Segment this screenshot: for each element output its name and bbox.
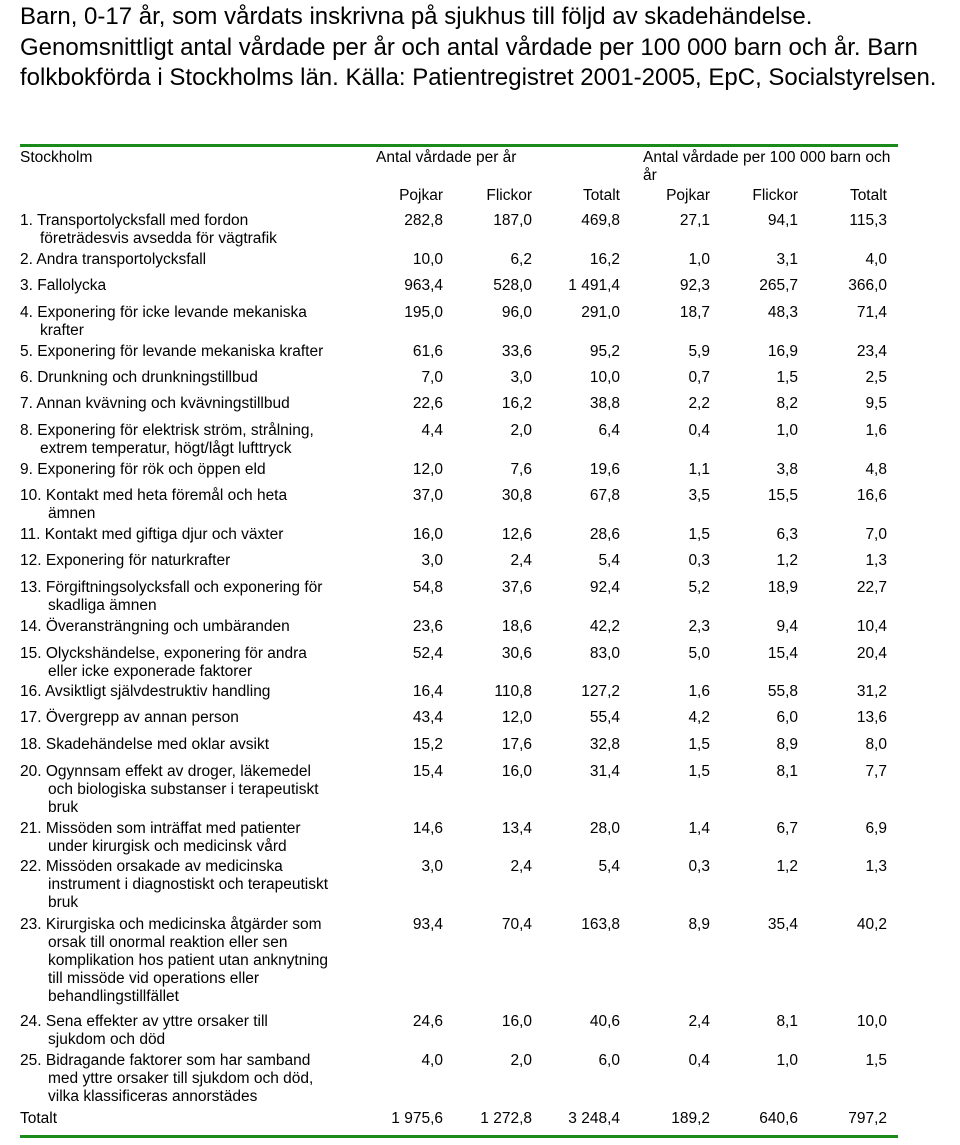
table-cell: 5,0 — [688, 645, 710, 662]
table-cell: 15,4 — [412, 763, 443, 780]
col-header-pojkar: Pojkar — [399, 187, 443, 204]
table-cell: 2,5 — [865, 369, 887, 386]
table-cell: 10,0 — [589, 369, 620, 386]
table-cell: 48,3 — [767, 304, 798, 321]
row-label: 6. Drunkning och drunkningstillbud — [20, 369, 258, 386]
table-cell: 31,4 — [589, 763, 620, 780]
table-cell: 115,3 — [849, 212, 887, 229]
table-cell: 28,6 — [589, 526, 620, 543]
table-cell: 13,6 — [856, 709, 887, 726]
table-cell: 5,2 — [688, 579, 710, 596]
row-label: 15. Olyckshändelse, exponering för andra eller icke exponerade faktorer — [20, 645, 307, 680]
row-label: 3. Fallolycka — [20, 277, 107, 294]
table-cell: 12,0 — [501, 709, 532, 726]
row-label: 11. Kontakt med giftiga djur och växter — [20, 526, 284, 543]
table-cell: 52,4 — [412, 645, 443, 662]
table-cell: 67,8 — [589, 487, 620, 504]
table-cell: 14,6 — [412, 820, 443, 837]
table-cell: 30,6 — [501, 645, 532, 662]
table-cell: 70,4 — [501, 916, 532, 933]
row-label: 21. Missöden som inträffat med patienter under kirurgisk och medicinsk vård — [20, 820, 301, 855]
col-header-pojkar-per-100000: Pojkar — [666, 187, 710, 204]
table-cell: 9,4 — [776, 618, 798, 635]
table-cell: 6,7 — [776, 820, 798, 837]
table-cell: 16,0 — [501, 1013, 532, 1030]
table-cell: 3,0 — [421, 552, 443, 569]
table-cell: 55,8 — [767, 683, 798, 700]
table-cell: 30,8 — [501, 487, 532, 504]
table-cell: 1,6 — [688, 683, 710, 700]
table-cell: 3,8 — [776, 461, 798, 478]
table-cell: 6,4 — [598, 422, 620, 439]
table-cell: 1 975,6 — [391, 1110, 443, 1127]
table-cell: 16,2 — [589, 251, 620, 268]
table-cell: 12,0 — [412, 461, 443, 478]
table-cell: 4,0 — [865, 251, 887, 268]
table-cell: 35,4 — [767, 916, 798, 933]
table-cell: 1,0 — [776, 1052, 798, 1069]
table-cell: 163,8 — [581, 916, 620, 933]
col-header-flickor-per-100000: Flickor — [752, 187, 798, 204]
table-cell: 18,6 — [501, 618, 532, 635]
table-cell: 94,1 — [767, 212, 798, 229]
row-label: 24. Sena effekter av yttre orsaker till sjukdom och död — [20, 1013, 268, 1048]
table-cell: 8,9 — [776, 736, 798, 753]
table-cell: 54,8 — [412, 579, 443, 596]
table-cell: 1,1 — [688, 461, 710, 478]
bottom-rule — [20, 1135, 898, 1138]
table-cell: 92,4 — [589, 579, 620, 596]
table-cell: 8,9 — [688, 916, 710, 933]
col-header-totalt: Totalt — [582, 187, 620, 204]
table-cell: 1 491,4 — [568, 277, 620, 294]
table-cell: 16,4 — [412, 683, 443, 700]
row-label: 22. Missöden orsakade av medicinska instrument i diagnostiskt och terapeutiskt bruk — [20, 858, 328, 911]
table-cell: 8,1 — [776, 763, 798, 780]
table-cell: 282,8 — [404, 212, 443, 229]
table-cell: 93,4 — [412, 916, 443, 933]
table-cell: 127,2 — [581, 683, 620, 700]
table-cell: 8,2 — [776, 395, 798, 412]
table-cell: 13,4 — [501, 820, 532, 837]
row-label: 16. Avsiktligt självdestruktiv handling — [20, 683, 271, 700]
table-cell: 23,4 — [856, 343, 887, 360]
table-cell: 15,2 — [412, 736, 443, 753]
table-cell: 83,0 — [589, 645, 620, 662]
table-cell: 61,6 — [412, 343, 443, 360]
table-cell: 17,6 — [501, 736, 532, 753]
table-cell: 291,0 — [581, 304, 620, 321]
table-cell: 1,6 — [865, 422, 887, 439]
table-cell: 16,9 — [767, 343, 798, 360]
table-cell: 18,7 — [679, 304, 710, 321]
row-label: 18. Skadehändelse med oklar avsikt — [20, 736, 270, 753]
table-cell: 1,5 — [865, 1052, 887, 1069]
document-title: Barn, 0-17 år, som vårdats inskrivna på sjukhus till följd av skadehändelse. Genomsnittligt antal vårdade per år och antal vårdade per 100 000 barn och år. Barn folkbokförda i Stockholms län. Källa: Patientregistret 2001-2005, EpC, Socialstyrelsen. — [20, 3, 937, 91]
table-cell: 1,5 — [688, 736, 710, 753]
table-cell: 9,5 — [865, 395, 887, 412]
table-cell: 2,0 — [510, 422, 532, 439]
row-label: 25. Bidragande faktorer som har samband med yttre orsaker till sjukdom och död, vilka klassificeras annorstädes — [20, 1052, 314, 1105]
row-label: 4. Exponering för icke levande mekaniska krafter — [20, 304, 307, 339]
table-cell: 55,4 — [589, 709, 620, 726]
table-cell: 37,6 — [501, 579, 532, 596]
table-cell: 43,4 — [412, 709, 443, 726]
row-label: 1. Transportolycksfall med fordon företrädesvis avsedda för vägtrafik — [20, 212, 277, 247]
table-cell: 12,6 — [501, 526, 532, 543]
row-label: 10. Kontakt med heta föremål och heta ämnen — [20, 487, 288, 522]
table-cell: 7,0 — [421, 369, 443, 386]
table-cell: 16,6 — [856, 487, 887, 504]
row-label: 20. Ogynnsam effekt av droger, läkemedel och biologiska substanser i terapeutiskt bruk — [20, 763, 319, 816]
table-cell: 16,2 — [501, 395, 532, 412]
table-cell: 37,0 — [412, 487, 443, 504]
table-cell: 40,2 — [856, 916, 887, 933]
table-cell: 1,3 — [865, 858, 887, 875]
col-header-totalt-per-100000: Totalt — [849, 187, 887, 204]
group-header-per-100000: Antal vårdade per 100 000 barn och år — [643, 149, 891, 184]
table-cell: 187,0 — [493, 212, 532, 229]
table-cell: 0,4 — [688, 422, 710, 439]
table-cell: 96,0 — [501, 304, 532, 321]
table-cell: 0,7 — [688, 369, 710, 386]
table-cell: 71,4 — [856, 304, 887, 321]
table-cell: 22,7 — [856, 579, 887, 596]
table-cell: 3 248,4 — [568, 1110, 620, 1127]
table-cell: 1,5 — [776, 369, 798, 386]
table-cell: 366,0 — [848, 277, 887, 294]
table-cell: 1,5 — [688, 763, 710, 780]
table-cell: 963,4 — [404, 277, 443, 294]
table-cell: 92,3 — [679, 277, 710, 294]
table-cell: 6,2 — [510, 251, 532, 268]
table-cell: 15,4 — [767, 645, 798, 662]
table-cell: 1,4 — [688, 820, 710, 837]
table-cell: 2,0 — [510, 1052, 532, 1069]
table-cell: 1,2 — [776, 552, 798, 569]
group-header-per-year: Antal vårdade per år — [376, 149, 517, 166]
table-cell: 4,2 — [688, 709, 710, 726]
table-cell: 3,1 — [776, 251, 798, 268]
table-cell: 1 272,8 — [480, 1110, 532, 1127]
row-label: 5. Exponering för levande mekaniska krafter — [20, 343, 324, 360]
table-cell: 3,0 — [510, 369, 532, 386]
table-cell: 3,0 — [421, 858, 443, 875]
row-label: 7. Annan kvävning och kvävningstillbud — [20, 395, 290, 412]
table-cell: 6,0 — [776, 709, 798, 726]
table-cell: 10,4 — [856, 618, 887, 635]
table-cell: 1,0 — [776, 422, 798, 439]
table-cell: 6,0 — [598, 1052, 620, 1069]
table-cell: 95,2 — [589, 343, 620, 360]
table-cell: 27,1 — [679, 212, 710, 229]
table-cell: 0,4 — [688, 1052, 710, 1069]
table-cell: 6,3 — [776, 526, 798, 543]
table-cell: 23,6 — [412, 618, 443, 635]
table-cell: 20,4 — [856, 645, 887, 662]
table-cell: 42,2 — [589, 618, 620, 635]
table-cell: 4,4 — [421, 422, 443, 439]
row-label: 14. Överansträngning och umbäranden — [20, 618, 290, 635]
row-label: Totalt — [20, 1110, 58, 1127]
row-label: 2. Andra transportolycksfall — [20, 251, 207, 268]
table-cell: 7,7 — [865, 763, 887, 780]
table-cell: 1,2 — [776, 858, 798, 875]
table-cell: 7,6 — [510, 461, 532, 478]
table-cell: 24,6 — [412, 1013, 443, 1030]
table-cell: 2,3 — [688, 618, 710, 635]
row-label: 13. Förgiftningsolycksfall och exponering för skadliga ämnen — [20, 579, 323, 614]
table-cell: 16,0 — [412, 526, 443, 543]
row-label: 23. Kirurgiska och medicinska åtgärder som orsak till onormal reaktion eller sen komplikation hos patient utan anknytning till missöde vid operations eller behandlingstillfället — [20, 916, 329, 1005]
table-cell: 40,6 — [589, 1013, 620, 1030]
row-label: 17. Övergrepp av annan person — [20, 709, 239, 726]
table-cell: 528,0 — [493, 277, 532, 294]
table-cell: 10,0 — [412, 251, 443, 268]
table-cell: 1,0 — [688, 251, 710, 268]
table-cell: 1,5 — [688, 526, 710, 543]
col-header-flickor: Flickor — [486, 187, 532, 204]
table-cell: 5,4 — [598, 858, 620, 875]
table-cell: 1,3 — [865, 552, 887, 569]
table-cell: 15,5 — [767, 487, 798, 504]
row-label: 12. Exponering för naturkrafter — [20, 552, 231, 569]
table-cell: 33,6 — [501, 343, 532, 360]
table-cell: 8,1 — [776, 1013, 798, 1030]
table-cell: 7,0 — [865, 526, 887, 543]
table-cell: 32,8 — [589, 736, 620, 753]
table-cell: 19,6 — [589, 461, 620, 478]
table-cell: 2,2 — [688, 395, 710, 412]
table-cell: 110,8 — [494, 683, 532, 700]
table-cell: 797,2 — [848, 1110, 887, 1127]
table-cell: 31,2 — [856, 683, 887, 700]
table-cell: 2,4 — [688, 1013, 710, 1030]
row-label: 8. Exponering för elektrisk ström, strålning, extrem temperatur, högt/lågt lufttryck — [20, 422, 314, 457]
table-cell: 2,4 — [510, 858, 532, 875]
table-cell: 265,7 — [759, 277, 798, 294]
table-cell: 6,9 — [865, 820, 887, 837]
table-cell: 18,9 — [767, 579, 798, 596]
table-cell: 4,8 — [865, 461, 887, 478]
table-cell: 469,8 — [581, 212, 620, 229]
table-cell: 0,3 — [688, 858, 710, 875]
table-cell: 38,8 — [589, 395, 620, 412]
region-header: Stockholm — [20, 149, 93, 166]
table-cell: 5,4 — [598, 552, 620, 569]
table-cell: 10,0 — [856, 1013, 887, 1030]
table-cell: 640,6 — [759, 1110, 798, 1127]
table-cell: 22,6 — [412, 395, 443, 412]
table-cell: 16,0 — [501, 763, 532, 780]
table-cell: 28,0 — [589, 820, 620, 837]
table-cell: 8,0 — [865, 736, 887, 753]
table-cell: 189,2 — [671, 1110, 710, 1127]
table-cell: 5,9 — [688, 343, 710, 360]
table-cell: 2,4 — [510, 552, 532, 569]
table-cell: 4,0 — [421, 1052, 443, 1069]
table-cell: 3,5 — [688, 487, 710, 504]
table-cell: 0,3 — [688, 552, 710, 569]
table-cell: 195,0 — [404, 304, 443, 321]
row-label: 9. Exponering för rök och öppen eld — [20, 461, 266, 478]
